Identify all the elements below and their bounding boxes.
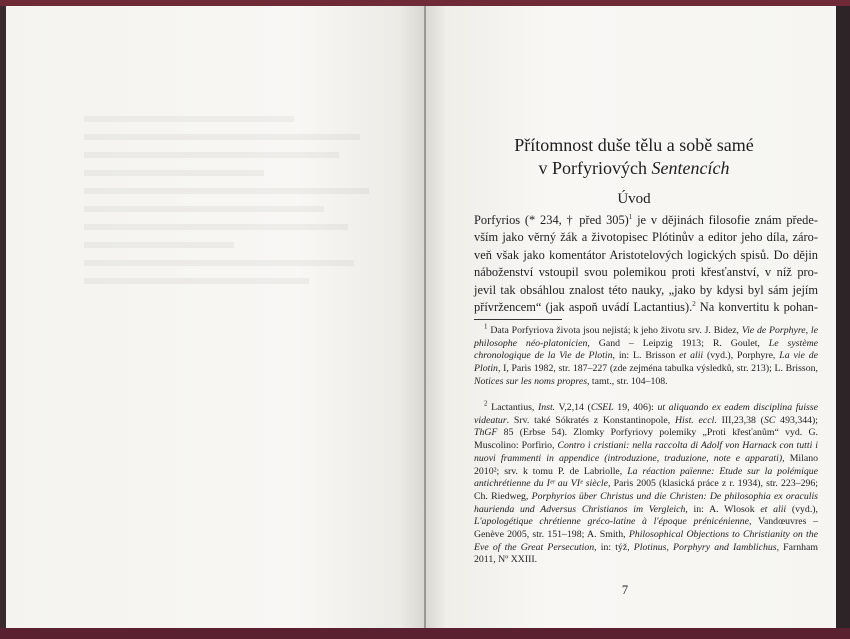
body-line: přívržencem“ (jak aspoň uvádí Lactantius).$^2$ Na konvertitu k pohan- xyxy=(474,299,818,315)
page-number: 7 xyxy=(621,583,629,597)
scan-edge-right xyxy=(836,6,850,628)
bleed-through-text xyxy=(84,116,384,496)
chapter-title-italic: Sentencích xyxy=(651,158,730,178)
left-page-blank xyxy=(6,6,424,628)
footnote-rule xyxy=(474,319,562,320)
chapter-title xyxy=(456,134,812,180)
body-line: jevil tak obsáhlou znalost této nauky, „jako by kdysi byl sám jejím xyxy=(474,282,818,297)
chapter-title-line2: v Porfyriových xyxy=(538,158,652,178)
body-line: náboženství vstoupil svou polemikou proti křesťanství, v níž pro- xyxy=(474,265,818,280)
body-line: vším jako věrný žák a životopisec Plótinův a editor jeho díla, záro- xyxy=(474,230,818,245)
section-heading: Úvod xyxy=(617,191,651,207)
footnote-2: $^2$ Lactantius, Inst. V,2,14 (CSEL 19, 406): ut aliquando ex eadem disciplina fuisse videatur. Srv. také Sókratés z Konstantinopole, Hist. eccl. III,23,38 (SC 493,344); ThGF 85 (Erbse 54). Zlomky Porfyriovy polemiky „Proti křesťanům“ vyd. G. Muscolino: Porfirio, Contro i cristiani: nella raccolta di Adolf von Harnack con tutti i nuovi frammenti in appendice (introduzione, traduzione, note e apparati), Milano 2010²; srv. k tomu P. de Labriolle, La réaction païenne: Etude sur la polémique antichrétienne du Iᵉʳ au VIᵉ siècle, Paris 2005 (klasická práce z r. 1934), str. 223–296; Ch. Riedweg, Porphyrios über Christus und die Christen: De philosophia ex oraculis haurienda und Adversus Christianos im Vergleich, in: A. Wlosok et alii (vyd.), L'apologétique chrétienne gréco-latine à l'époque prénicénienne, Vandœuvres – Genève 2005, str. 151–198; A. Smith, Philosophical Objections to Christianity on the Eve of the Great Persecution, in: týž, Plotinus, Porphyry and Iamblichus, Farnham 2011, Nº XXIII. xyxy=(474,399,819,566)
body-line: Porfyrios (* 234, † před 305)$^1$ je v dějinách filosofie znám přede- xyxy=(474,212,818,227)
chapter-title-line1: Přítomnost duše tělu a sobě samé xyxy=(514,135,754,155)
scan-edge-bottom xyxy=(0,628,850,639)
footnote-number: 2 xyxy=(484,399,488,408)
footnote-ref-2: 2 xyxy=(692,299,696,308)
footnote-1: $^1$ Data Porfyriova života jsou nejistá; k jeho životu srv. J. Bidez, Vie de Porphyre, le philosophe néo-platonicien, Gand – Leipzig 1913; R. Goulet, Le système chronologique de la Vie de Plotin, in: L. Brisson et alii (vyd.), Porphyre, La vie de Plotin, I, Paris 1982, str. 187–227 (zde zejména tabulka výsledků, str. 213); L. Brisson, Notices sur les noms propres, tamt., str. 104–108. xyxy=(474,322,818,387)
body-line: veň však jako komentátor Aristotelových logických spisů. Do dějin xyxy=(474,247,818,262)
footnote-ref-1: 1 xyxy=(628,212,633,221)
body-paragraph xyxy=(474,212,818,316)
footnote-number: 1 xyxy=(484,322,488,331)
